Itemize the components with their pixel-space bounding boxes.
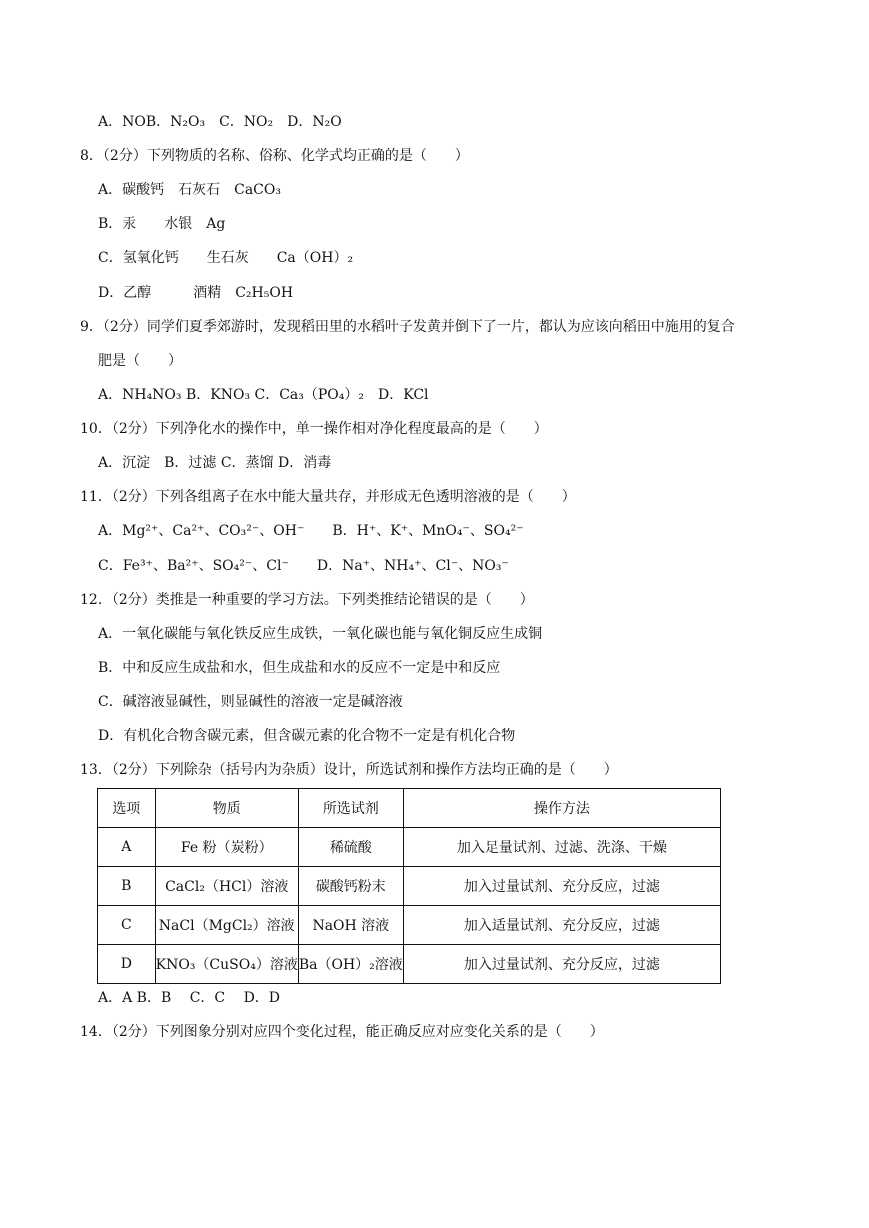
- table-cell: 加入过量试剂、充分反应，过滤: [403, 867, 720, 906]
- table-header-cell: 所选试剂: [298, 789, 403, 828]
- table-header-cell: 操作方法: [403, 789, 720, 828]
- table-cell: 碳酸钙粉末: [298, 867, 403, 906]
- q11-stem: 11．（2分）下列各组离子在水中能大量共存，并形成无色透明溶液的是（ ）: [80, 489, 576, 505]
- q12-option-c: C．碱溶液显碱性，则显碱性的溶液一定是碱溶液: [98, 694, 403, 710]
- table-cell: NaCl（MgCl₂）溶液: [155, 906, 298, 945]
- q8-option-a: A．碳酸钙 石灰石 CaCO₃: [98, 182, 281, 198]
- table-cell: Fe 粉（炭粉）: [155, 828, 298, 867]
- q10-stem: 10．（2分）下列净化水的操作中，单一操作相对净化程度最高的是（ ）: [80, 421, 548, 437]
- table-cell: 加入足量试剂、过滤、洗涤、干燥: [403, 828, 720, 867]
- q11-options-ab: A．Mg²⁺、Ca²⁺、CO₃²⁻、OH⁻ B．H⁺、K⁺、MnO₄⁻、SO₄²⁻: [98, 523, 524, 539]
- q11-options-cd: C．Fe³⁺、Ba²⁺、SO₄²⁻、Cl⁻ D．Na⁺、NH₄⁺、Cl⁻、NO₃⁻: [98, 558, 509, 574]
- table-header-cell: 选项: [98, 789, 156, 828]
- q8-option-c: C．氢氧化钙 生石灰 Ca（OH）₂: [98, 250, 354, 266]
- q7-options: A．NOB．N₂O₃ C．NO₂ D．N₂O: [98, 114, 342, 130]
- table-cell: KNO₃（CuSO₄）溶液: [155, 945, 298, 984]
- table-cell: 加入过量试剂、充分反应，过滤: [403, 945, 720, 984]
- q13-table: [97, 788, 721, 984]
- q9-stem-line2: 肥是（ ）: [98, 353, 182, 369]
- table-cell: A: [98, 828, 156, 867]
- table-cell: B: [98, 867, 156, 906]
- q9-options: A．NH₄NO₃ B．KNO₃ C．Ca₃（PO₄）₂ D．KCl: [98, 387, 429, 403]
- table-cell: CaCl₂（HCl）溶液: [155, 867, 298, 906]
- q12-option-d: D．有机化合物含碳元素，但含碳元素的化合物不一定是有机化合物: [98, 728, 516, 744]
- q12-option-b: B．中和反应生成盐和水，但生成盐和水的反应不一定是中和反应: [98, 660, 501, 676]
- table-row: [98, 945, 721, 984]
- table-cell: Ba（OH）₂溶液: [298, 945, 403, 984]
- table-row: [98, 867, 721, 906]
- table-row: [98, 828, 721, 867]
- table-cell: D: [98, 945, 156, 984]
- table-row: [98, 906, 721, 945]
- q13-options: A．A B．B C．C D．D: [98, 990, 281, 1006]
- table-cell: C: [98, 906, 156, 945]
- q14-stem: 14．（2分）下列图象分别对应四个变化过程，能正确反应对应变化关系的是（ ）: [80, 1024, 604, 1040]
- q13-stem: 13．（2分）下列除杂（括号内为杂质）设计，所选试剂和操作方法均正确的是（ ）: [80, 762, 618, 778]
- table-cell: 稀硫酸: [298, 828, 403, 867]
- q10-options: A．沉淀 B．过滤 C．蒸馏 D．消毒: [98, 455, 332, 471]
- q8-stem: 8．（2分）下列物质的名称、俗称、化学式均正确的是（ ）: [80, 148, 469, 164]
- table-cell: NaOH 溶液: [298, 906, 403, 945]
- q12-option-a: A．一氧化碳能与氧化铁反应生成铁，一氧化碳也能与氧化铜反应生成铜: [98, 626, 543, 642]
- table-header-row: [98, 789, 721, 828]
- q8-option-d: D．乙醇 酒精 C₂H₅OH: [98, 285, 294, 301]
- table-cell: 加入适量试剂、充分反应，过滤: [403, 906, 720, 945]
- q12-stem: 12．（2分）类推是一种重要的学习方法。下列类推结论错误的是（ ）: [80, 592, 534, 608]
- q9-stem-line1: 9．（2分）同学们夏季郊游时，发现稻田里的水稻叶子发黄并倒下了一片，都认为应该向稻田中施用的复合: [80, 319, 735, 335]
- table-header-cell: 物质: [155, 789, 298, 828]
- q8-option-b: B．汞 水银 Ag: [98, 216, 226, 232]
